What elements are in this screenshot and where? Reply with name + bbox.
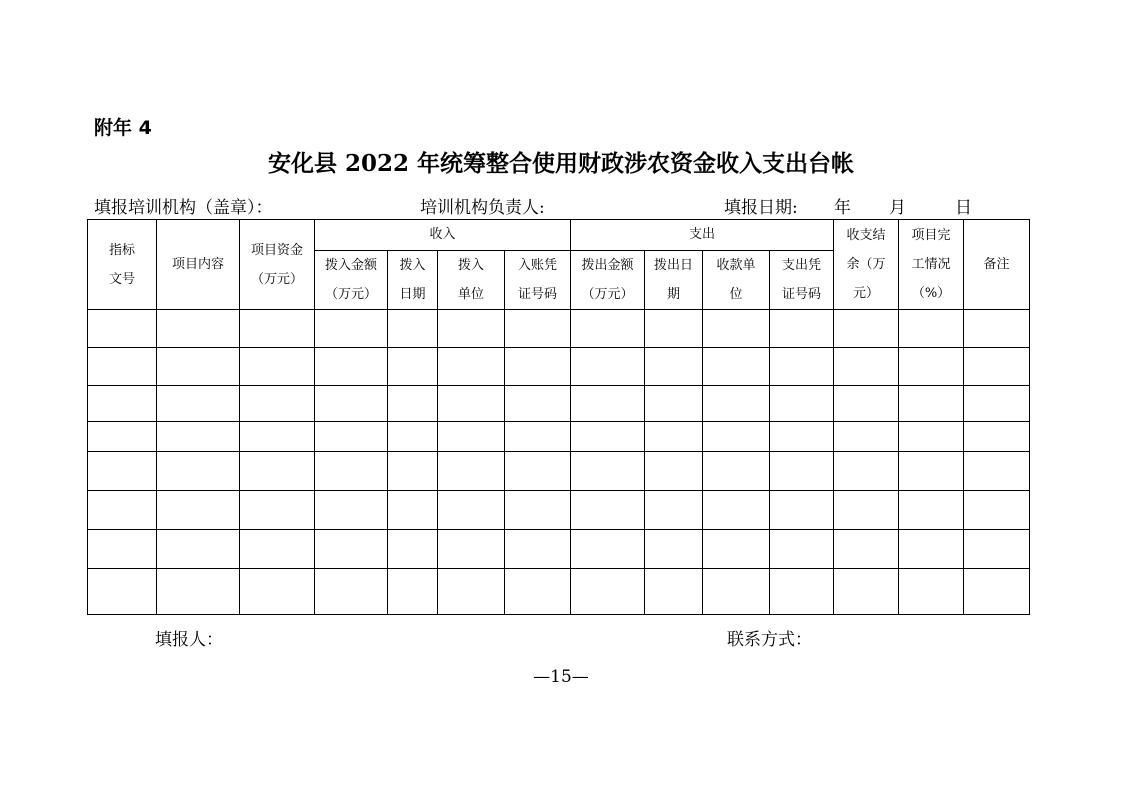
table-cell[interactable] bbox=[157, 569, 240, 615]
table-cell[interactable] bbox=[703, 422, 770, 452]
table-cell[interactable] bbox=[703, 452, 770, 491]
table-cell[interactable] bbox=[899, 530, 964, 569]
header-expense-amount: 拨出金额 （万元） bbox=[571, 251, 645, 310]
table-cell[interactable] bbox=[438, 310, 505, 348]
table-cell[interactable] bbox=[770, 310, 834, 348]
table-cell[interactable] bbox=[388, 310, 438, 348]
table-cell[interactable] bbox=[505, 310, 571, 348]
ledger-table bbox=[87, 219, 1030, 615]
table-cell[interactable] bbox=[240, 569, 315, 615]
header-expense-voucher: 支出凭 证号码 bbox=[770, 251, 834, 310]
table-cell[interactable] bbox=[645, 348, 703, 386]
table-cell[interactable] bbox=[315, 386, 388, 422]
leader-label: 培训机构负责人: bbox=[420, 198, 545, 218]
header-remarks: 备注 bbox=[964, 220, 1030, 310]
table-cell[interactable] bbox=[157, 386, 240, 422]
table-cell[interactable] bbox=[505, 386, 571, 422]
table-cell[interactable] bbox=[770, 422, 834, 452]
header-balance: 收支结 余（万 元） bbox=[834, 220, 899, 310]
table-row bbox=[88, 348, 1030, 386]
year-label: 年 bbox=[834, 198, 851, 218]
day-label: 日 bbox=[955, 198, 972, 218]
table-cell[interactable] bbox=[571, 569, 645, 615]
table-cell[interactable] bbox=[438, 491, 505, 530]
table-cell[interactable] bbox=[388, 491, 438, 530]
table-cell[interactable] bbox=[770, 491, 834, 530]
header-income-unit: 拨入 单位 bbox=[438, 251, 505, 310]
table-cell[interactable] bbox=[315, 569, 388, 615]
table-cell[interactable] bbox=[240, 491, 315, 530]
table-row bbox=[88, 569, 1030, 615]
table-row bbox=[88, 310, 1030, 348]
table-cell[interactable] bbox=[240, 452, 315, 491]
table-cell[interactable] bbox=[240, 386, 315, 422]
table-cell[interactable] bbox=[571, 422, 645, 452]
table-cell[interactable] bbox=[703, 310, 770, 348]
header-expense: 支出 bbox=[571, 220, 834, 251]
table-cell[interactable] bbox=[438, 569, 505, 615]
table-cell[interactable] bbox=[88, 422, 157, 452]
attachment-label: 附年 4 bbox=[94, 117, 152, 139]
table-cell[interactable] bbox=[88, 491, 157, 530]
table-cell[interactable] bbox=[571, 530, 645, 569]
table-cell[interactable] bbox=[834, 569, 899, 615]
table-cell[interactable] bbox=[438, 386, 505, 422]
table-cell[interactable] bbox=[438, 452, 505, 491]
table-cell[interactable] bbox=[240, 348, 315, 386]
table-cell[interactable] bbox=[964, 452, 1030, 491]
table-cell[interactable] bbox=[834, 386, 899, 422]
filler-label: 填报人： bbox=[155, 630, 223, 650]
table-cell[interactable] bbox=[770, 530, 834, 569]
table-cell[interactable] bbox=[315, 530, 388, 569]
table-cell[interactable] bbox=[157, 310, 240, 348]
table-cell[interactable] bbox=[505, 491, 571, 530]
header-income-amount: 拨入金额 （万元） bbox=[315, 251, 388, 310]
table-cell[interactable] bbox=[645, 422, 703, 452]
table-cell[interactable] bbox=[770, 348, 834, 386]
ledger-body bbox=[88, 310, 1030, 615]
table-cell[interactable] bbox=[315, 310, 388, 348]
table-cell[interactable] bbox=[770, 452, 834, 491]
table-cell[interactable] bbox=[964, 386, 1030, 422]
table-cell[interactable] bbox=[834, 491, 899, 530]
table-cell[interactable] bbox=[834, 348, 899, 386]
table-cell[interactable] bbox=[88, 310, 157, 348]
table-cell[interactable] bbox=[964, 530, 1030, 569]
table-cell[interactable] bbox=[505, 569, 571, 615]
table-cell[interactable] bbox=[834, 310, 899, 348]
table-cell[interactable] bbox=[899, 569, 964, 615]
table-cell[interactable] bbox=[157, 422, 240, 452]
table-cell[interactable] bbox=[703, 569, 770, 615]
table-cell[interactable] bbox=[770, 386, 834, 422]
table-cell[interactable] bbox=[571, 348, 645, 386]
org-label: 填报培训机构（盖章）： bbox=[94, 198, 273, 218]
contact-label: 联系方式： bbox=[727, 630, 812, 650]
table-cell[interactable] bbox=[88, 348, 157, 386]
table-cell[interactable] bbox=[505, 530, 571, 569]
table-cell[interactable] bbox=[240, 530, 315, 569]
table-cell[interactable] bbox=[88, 386, 157, 422]
table-cell[interactable] bbox=[157, 452, 240, 491]
table-cell[interactable] bbox=[964, 569, 1030, 615]
header-content: 项目内容 bbox=[157, 220, 240, 310]
table-cell[interactable] bbox=[571, 310, 645, 348]
table-cell[interactable] bbox=[645, 491, 703, 530]
page-number: —15— bbox=[533, 667, 589, 687]
table-row bbox=[88, 491, 1030, 530]
table-cell[interactable] bbox=[964, 422, 1030, 452]
header-income-voucher: 入账凭 证号码 bbox=[505, 251, 571, 310]
table-cell[interactable] bbox=[834, 422, 899, 452]
table-cell[interactable] bbox=[899, 452, 964, 491]
table-cell[interactable] bbox=[240, 310, 315, 348]
table-cell[interactable] bbox=[645, 452, 703, 491]
table-cell[interactable] bbox=[899, 348, 964, 386]
header-payee: 收款单 位 bbox=[703, 251, 770, 310]
table-cell[interactable] bbox=[505, 452, 571, 491]
table-cell[interactable] bbox=[388, 452, 438, 491]
table-cell[interactable] bbox=[505, 422, 571, 452]
table-cell[interactable] bbox=[834, 452, 899, 491]
table-cell[interactable] bbox=[315, 491, 388, 530]
table-cell[interactable] bbox=[899, 386, 964, 422]
table-cell[interactable] bbox=[703, 348, 770, 386]
table-row bbox=[88, 452, 1030, 491]
table-cell[interactable] bbox=[571, 491, 645, 530]
table-cell[interactable] bbox=[645, 310, 703, 348]
table-cell[interactable] bbox=[703, 530, 770, 569]
table-cell[interactable] bbox=[834, 530, 899, 569]
table-cell[interactable] bbox=[157, 530, 240, 569]
table-cell[interactable] bbox=[899, 422, 964, 452]
header-expense-date: 拨出日 期 bbox=[645, 251, 703, 310]
table-cell[interactable] bbox=[645, 386, 703, 422]
table-cell[interactable] bbox=[438, 530, 505, 569]
table-cell[interactable] bbox=[315, 422, 388, 452]
month-label: 月 bbox=[889, 198, 906, 218]
header-completion: 项目完 工情况 （%） bbox=[899, 220, 964, 310]
table-row bbox=[88, 530, 1030, 569]
table-cell[interactable] bbox=[388, 348, 438, 386]
table-cell[interactable] bbox=[964, 348, 1030, 386]
table-cell[interactable] bbox=[899, 310, 964, 348]
header-doc-no: 指标 文号 bbox=[88, 220, 157, 310]
table-cell[interactable] bbox=[964, 310, 1030, 348]
table-cell[interactable] bbox=[88, 530, 157, 569]
table-cell[interactable] bbox=[388, 422, 438, 452]
table-cell[interactable] bbox=[571, 386, 645, 422]
table-cell[interactable] bbox=[770, 569, 834, 615]
table-row bbox=[88, 386, 1030, 422]
table-cell[interactable] bbox=[703, 491, 770, 530]
table-cell[interactable] bbox=[645, 569, 703, 615]
table-cell[interactable] bbox=[571, 452, 645, 491]
header-funds: 项目资金 （万元） bbox=[240, 220, 315, 310]
table-row bbox=[88, 422, 1030, 452]
table-cell[interactable] bbox=[88, 569, 157, 615]
table-cell[interactable] bbox=[964, 491, 1030, 530]
table-cell[interactable] bbox=[388, 530, 438, 569]
table-cell[interactable] bbox=[438, 422, 505, 452]
document-title: 安化县 2022 年统筹整合使用财政涉农资金收入支出台帐 bbox=[267, 150, 855, 177]
table-cell[interactable] bbox=[315, 452, 388, 491]
table-cell[interactable] bbox=[388, 569, 438, 615]
table-cell[interactable] bbox=[388, 386, 438, 422]
table-cell[interactable] bbox=[703, 386, 770, 422]
table-cell[interactable] bbox=[438, 348, 505, 386]
table-cell[interactable] bbox=[645, 530, 703, 569]
header-income-date: 拨入 日期 bbox=[388, 251, 438, 310]
table-cell[interactable] bbox=[315, 348, 388, 386]
table-cell[interactable] bbox=[505, 348, 571, 386]
date-label: 填报日期: bbox=[724, 198, 798, 218]
table-cell[interactable] bbox=[88, 452, 157, 491]
header-income: 收入 bbox=[315, 220, 571, 251]
table-cell[interactable] bbox=[899, 491, 964, 530]
table-cell[interactable] bbox=[157, 491, 240, 530]
table-cell[interactable] bbox=[240, 422, 315, 452]
table-cell[interactable] bbox=[157, 348, 240, 386]
